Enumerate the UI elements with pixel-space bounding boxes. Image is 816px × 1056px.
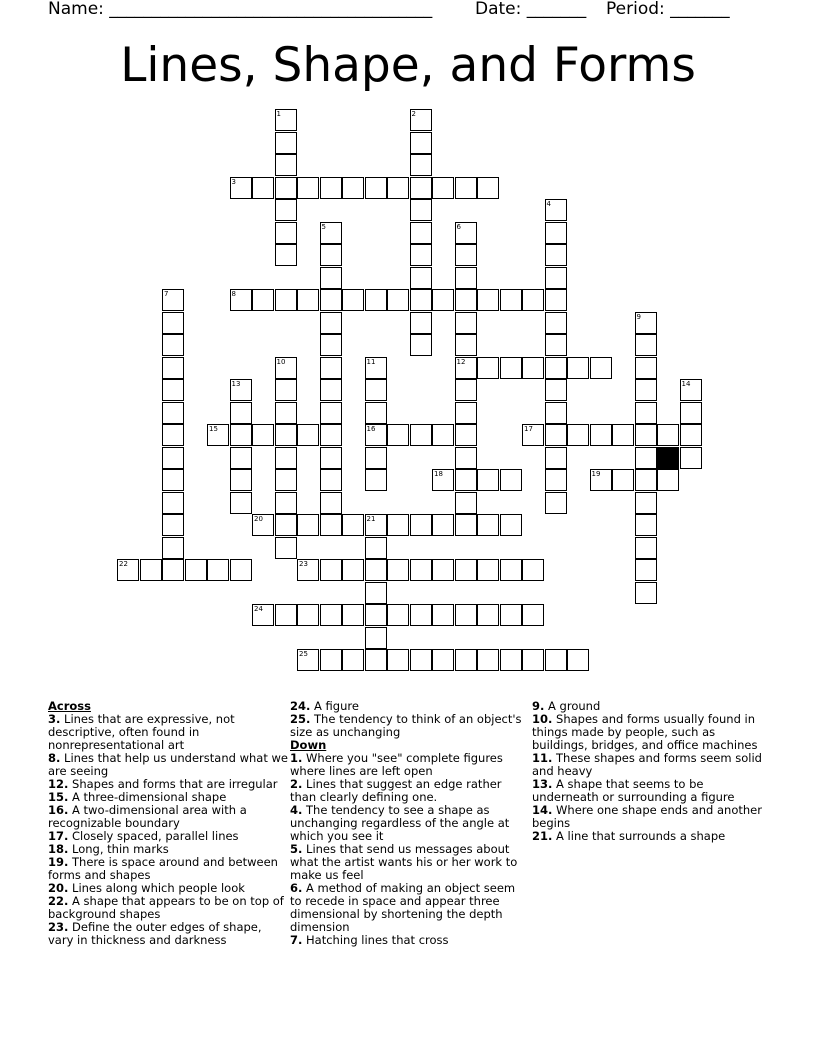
clue-number: 21 — [366, 515, 376, 523]
clue-number: 10 — [276, 357, 286, 366]
clue-number: 8 — [231, 290, 236, 298]
grid-cell[interactable] — [657, 424, 679, 446]
grid-cell[interactable] — [477, 649, 499, 671]
grid-cell[interactable] — [297, 559, 319, 581]
clue-number-label: 5. — [290, 842, 303, 856]
grid-cell[interactable] — [320, 424, 342, 446]
grid-cell[interactable] — [477, 514, 499, 536]
grid-cell[interactable] — [387, 649, 409, 671]
clue-number-label: 19. — [48, 855, 69, 869]
date-field-label[interactable]: Date: _______ — [475, 0, 587, 19]
grid-cell[interactable] — [410, 604, 432, 626]
grid-cell[interactable] — [410, 199, 432, 221]
grid-cell[interactable] — [275, 604, 297, 626]
grid-cell[interactable] — [320, 177, 342, 199]
grid-cell[interactable] — [522, 649, 544, 671]
grid-cell[interactable] — [320, 244, 342, 266]
grid-cell[interactable] — [162, 469, 184, 491]
grid-cell[interactable] — [545, 492, 567, 514]
grid-cell[interactable] — [500, 514, 522, 536]
grid-cell[interactable] — [342, 514, 364, 536]
grid-cell[interactable] — [635, 559, 657, 581]
grid-cell[interactable] — [477, 469, 499, 491]
grid-cell[interactable] — [410, 154, 432, 176]
grid-cell[interactable] — [342, 604, 364, 626]
grid-cell[interactable] — [545, 289, 567, 311]
grid-cell[interactable] — [455, 334, 477, 356]
grid-cell[interactable] — [275, 357, 297, 379]
grid-cell[interactable] — [455, 177, 477, 199]
grid-cell[interactable] — [252, 177, 274, 199]
clue-number: 9 — [636, 312, 641, 321]
grid-cell[interactable] — [455, 289, 477, 311]
grid-cell[interactable] — [185, 559, 207, 581]
grid-cell[interactable] — [365, 357, 387, 379]
grid-cell[interactable] — [432, 514, 454, 536]
grid-cell[interactable] — [275, 132, 297, 154]
grid-cell[interactable] — [387, 604, 409, 626]
clue-number-label: 23. — [48, 920, 69, 934]
clue-item: 22. A shape that appears to be on top of background shapes — [48, 894, 284, 921]
grid-cell[interactable] — [162, 379, 184, 401]
grid-cell[interactable] — [432, 469, 454, 491]
grid-cell[interactable] — [680, 402, 702, 424]
grid-cell[interactable] — [545, 402, 567, 424]
grid-cell[interactable] — [342, 559, 364, 581]
grid-cell[interactable] — [500, 289, 522, 311]
grid-cell[interactable] — [230, 447, 252, 469]
grid-cell[interactable] — [455, 424, 477, 446]
grid-cell[interactable] — [275, 402, 297, 424]
clue-number-label: 16. — [48, 803, 69, 817]
grid-cell[interactable] — [545, 469, 567, 491]
grid-cell[interactable] — [432, 649, 454, 671]
clue-number-label: 1. — [290, 751, 303, 765]
puzzle-title: Lines, Shape, and Forms — [120, 38, 696, 93]
grid-cell[interactable] — [635, 379, 657, 401]
clue-number-label: 7. — [290, 933, 303, 947]
grid-cell[interactable] — [162, 334, 184, 356]
grid-cell[interactable] — [635, 312, 657, 334]
grid-cell[interactable] — [275, 424, 297, 446]
clue-number: 1 — [276, 110, 281, 118]
grid-cell[interactable] — [275, 109, 297, 131]
grid-cell[interactable] — [230, 559, 252, 581]
grid-cell[interactable] — [410, 132, 432, 154]
grid-cell[interactable] — [545, 447, 567, 469]
clue-number: 3 — [231, 177, 236, 186]
grid-cell[interactable] — [590, 357, 612, 379]
period-field-label[interactable]: Period: _______ — [606, 0, 730, 19]
grid-cell[interactable] — [500, 357, 522, 379]
grid-cell[interactable] — [230, 177, 252, 199]
clue-number-label: 6. — [290, 881, 303, 895]
grid-cell[interactable] — [320, 469, 342, 491]
clue-number: 11 — [366, 357, 376, 366]
clue-item: 12. Shapes and forms that are irregular — [48, 777, 278, 791]
clue-number-label: 10. — [532, 712, 553, 726]
clue-item: 3. Lines that are expressive, not descriptive, often found in nonrepresentational art — [48, 712, 235, 752]
grid-cell[interactable] — [410, 559, 432, 581]
clue-column-2 — [290, 700, 530, 947]
grid-cell[interactable] — [635, 424, 657, 446]
clue-number-label: 2. — [290, 777, 303, 791]
grid-cell[interactable] — [275, 177, 297, 199]
clue-number: 7 — [164, 290, 169, 298]
grid-cell[interactable] — [297, 424, 319, 446]
grid-cell[interactable] — [320, 312, 342, 334]
grid-cell[interactable] — [230, 469, 252, 491]
clue-section-heading: Across — [48, 699, 91, 713]
grid-cell[interactable] — [522, 559, 544, 581]
grid-cell[interactable] — [410, 312, 432, 334]
clue-column-3 — [532, 700, 762, 843]
grid-cell[interactable] — [455, 244, 477, 266]
grid-cell[interactable] — [567, 357, 589, 379]
grid-cell[interactable] — [320, 559, 342, 581]
grid-cell[interactable] — [297, 649, 319, 671]
grid-cell[interactable] — [455, 492, 477, 514]
grid-cell[interactable] — [635, 447, 657, 469]
grid-cell[interactable] — [365, 177, 387, 199]
grid-cell[interactable] — [545, 379, 567, 401]
grid-cell[interactable] — [320, 514, 342, 536]
grid-cell[interactable] — [410, 177, 432, 199]
grid-cell[interactable] — [365, 514, 387, 536]
clue-number: 23 — [299, 560, 308, 568]
grid-cell[interactable] — [477, 357, 499, 379]
grid-cell[interactable] — [342, 649, 364, 671]
grid-cell[interactable] — [207, 559, 229, 581]
grid-cell[interactable] — [320, 604, 342, 626]
clue-number-label: 8. — [48, 751, 61, 765]
grid-cell[interactable] — [455, 559, 477, 581]
grid-cell[interactable] — [162, 424, 184, 446]
grid-cell[interactable] — [275, 469, 297, 491]
clue-number: 22 — [119, 560, 128, 568]
grid-cell[interactable] — [320, 649, 342, 671]
grid-cell[interactable] — [117, 559, 139, 581]
clue-number-label: 24. — [290, 699, 311, 713]
grid-cell[interactable] — [387, 177, 409, 199]
grid-cell[interactable] — [455, 514, 477, 536]
grid-cell[interactable] — [635, 402, 657, 424]
clue-number: 17 — [524, 425, 533, 433]
clue-item: 14. Where one shape ends and another begins — [532, 803, 762, 830]
clue-item: 23. Define the outer edges of shape, vary in thickness and darkness — [48, 920, 262, 947]
grid-cell[interactable] — [680, 379, 702, 401]
grid-cell[interactable] — [410, 109, 432, 131]
grid-cell[interactable] — [455, 357, 477, 379]
grid-cell[interactable] — [455, 222, 477, 244]
grid-cell[interactable] — [477, 559, 499, 581]
grid-cell[interactable] — [297, 514, 319, 536]
grid-cell[interactable] — [635, 334, 657, 356]
grid-cell[interactable] — [455, 379, 477, 401]
grid-cell[interactable] — [297, 177, 319, 199]
clue-item: 9. A ground — [532, 699, 601, 713]
clue-item: 4. The tendency to see a shape as unchanging regardless of the angle at which you see it — [290, 803, 510, 843]
grid-cell[interactable] — [635, 537, 657, 559]
grid-cell[interactable] — [252, 289, 274, 311]
clue-item: 11. These shapes and forms seem solid and heavy — [532, 751, 762, 778]
grid-cell[interactable] — [320, 402, 342, 424]
clue-section-heading: Down — [290, 738, 327, 752]
grid-cell[interactable] — [162, 537, 184, 559]
grid-cell[interactable] — [320, 357, 342, 379]
grid-cell[interactable] — [275, 492, 297, 514]
grid-cell[interactable] — [635, 357, 657, 379]
grid-cell[interactable] — [432, 289, 454, 311]
clue-number-label: 17. — [48, 829, 69, 843]
grid-cell[interactable] — [410, 514, 432, 536]
grid-cell[interactable] — [162, 514, 184, 536]
grid-cell[interactable] — [230, 402, 252, 424]
grid-cell[interactable] — [365, 289, 387, 311]
grid-cell[interactable] — [230, 379, 252, 401]
grid-cell[interactable] — [410, 424, 432, 446]
clue-number-label: 12. — [48, 777, 69, 791]
grid-cell[interactable] — [365, 424, 387, 446]
clue-number: 4 — [546, 200, 551, 208]
grid-cell[interactable] — [162, 312, 184, 334]
grid-cell[interactable] — [365, 447, 387, 469]
grid-cell[interactable] — [477, 604, 499, 626]
clue-item: 6. A method of making an object seem to recede in space and appear three dimensional by shortening the depth dimension — [290, 881, 516, 934]
grid-cell[interactable] — [477, 289, 499, 311]
grid-cell[interactable] — [365, 537, 387, 559]
clue-item: 1. Where you "see" complete figures where lines are left open — [290, 751, 503, 778]
grid-cell[interactable] — [275, 244, 297, 266]
grid-cell[interactable] — [410, 289, 432, 311]
clue-number: 6 — [456, 222, 461, 231]
grid-cell[interactable] — [455, 469, 477, 491]
grid-cell[interactable] — [545, 199, 567, 221]
grid-cell[interactable] — [162, 559, 184, 581]
grid-cell[interactable] — [365, 649, 387, 671]
grid-cell[interactable] — [545, 267, 567, 289]
grid-cell[interactable] — [545, 424, 567, 446]
clue-number: 19 — [591, 470, 601, 478]
grid-cell[interactable] — [275, 514, 297, 536]
grid-cell[interactable] — [545, 312, 567, 334]
grid-cell[interactable] — [680, 424, 702, 446]
grid-cell[interactable] — [275, 379, 297, 401]
grid-cell[interactable] — [635, 492, 657, 514]
clue-number-label: 20. — [48, 881, 69, 895]
grid-cell[interactable] — [162, 402, 184, 424]
clue-number: 5 — [321, 222, 326, 231]
clue-number: 24 — [254, 605, 263, 613]
clue-number-label: 15. — [48, 790, 69, 804]
grid-cell[interactable] — [162, 289, 184, 311]
grid-cell[interactable] — [320, 492, 342, 514]
grid-cell[interactable] — [320, 334, 342, 356]
grid-cell[interactable] — [545, 244, 567, 266]
grid-cell[interactable] — [275, 289, 297, 311]
clue-item: 15. A three-dimensional shape — [48, 790, 227, 804]
clue-number-label: 25. — [290, 712, 311, 726]
grid-cell[interactable] — [410, 244, 432, 266]
grid-cell[interactable] — [635, 514, 657, 536]
grid-cell[interactable] — [432, 177, 454, 199]
grid-cell[interactable] — [635, 582, 657, 604]
clue-number-label: 18. — [48, 842, 69, 856]
clue-number-label: 21. — [532, 829, 553, 843]
grid-cell[interactable] — [455, 402, 477, 424]
grid-cell[interactable] — [320, 447, 342, 469]
grid-cell[interactable] — [230, 492, 252, 514]
clue-item: 20. Lines along which people look — [48, 881, 245, 895]
grid-cell[interactable] — [455, 267, 477, 289]
grid-cell[interactable] — [275, 537, 297, 559]
clue-column-1 — [48, 700, 288, 947]
clue-number: 15 — [209, 425, 218, 433]
grid-cell[interactable] — [432, 559, 454, 581]
grid-cell[interactable] — [432, 424, 454, 446]
grid-cell[interactable] — [455, 604, 477, 626]
clue-number: 2 — [411, 110, 416, 118]
grid-cell[interactable] — [567, 424, 589, 446]
grid-cell[interactable] — [365, 604, 387, 626]
grid-cell[interactable] — [410, 334, 432, 356]
grid-cell[interactable] — [590, 424, 612, 446]
grid-cell[interactable] — [522, 424, 544, 446]
grid-cell[interactable] — [162, 492, 184, 514]
grid-cell[interactable] — [297, 604, 319, 626]
grid-cell[interactable] — [545, 334, 567, 356]
clue-item: 8. Lines that help us understand what we are seeing — [48, 751, 288, 778]
grid-cell[interactable] — [387, 424, 409, 446]
grid-cell[interactable] — [432, 604, 454, 626]
grid-cell[interactable] — [522, 357, 544, 379]
grid-cell[interactable] — [275, 447, 297, 469]
grid-cell[interactable] — [477, 177, 499, 199]
grid-cell[interactable] — [410, 649, 432, 671]
clue-item: 7. Hatching lines that cross — [290, 933, 449, 947]
clue-item: 21. A line that surrounds a shape — [532, 829, 726, 843]
clue-number-label: 22. — [48, 894, 69, 908]
grid-cell[interactable] — [320, 289, 342, 311]
grid-cell[interactable] — [275, 199, 297, 221]
clue-item: 17. Closely spaced, parallel lines — [48, 829, 239, 843]
grid-cell[interactable] — [612, 424, 634, 446]
grid-cell[interactable] — [320, 222, 342, 244]
grid-cell[interactable] — [680, 447, 702, 469]
grid-cell[interactable] — [252, 514, 274, 536]
grid-cell[interactable] — [320, 267, 342, 289]
grid-cell[interactable] — [365, 469, 387, 491]
grid-cell[interactable] — [365, 379, 387, 401]
grid-cell[interactable] — [567, 649, 589, 671]
grid-cell[interactable] — [342, 177, 364, 199]
grid-cell[interactable] — [230, 424, 252, 446]
clue-item: 25. The tendency to think of an object's size as unchanging — [290, 712, 522, 739]
grid-cell[interactable] — [365, 582, 387, 604]
grid-cell[interactable] — [455, 312, 477, 334]
grid-cell[interactable] — [387, 514, 409, 536]
grid-cell[interactable] — [522, 604, 544, 626]
clue-number-label: 3. — [48, 712, 61, 726]
clue-item: 10. Shapes and forms usually found in things made by people, such as buildings, bridges, and office machines — [532, 712, 758, 752]
clue-number: 25 — [299, 650, 308, 658]
grid-cell[interactable] — [500, 469, 522, 491]
grid-cell[interactable] — [342, 289, 364, 311]
clue-number: 20 — [254, 515, 263, 523]
grid-cell[interactable] — [297, 289, 319, 311]
clue-item: 19. There is space around and between forms and shapes — [48, 855, 278, 882]
grid-cell[interactable] — [455, 649, 477, 671]
clue-number-label: 4. — [290, 803, 303, 817]
clue-number-label: 13. — [532, 777, 553, 791]
grid-cell[interactable] — [207, 424, 229, 446]
grid-cell[interactable] — [275, 222, 297, 244]
clue-item: 24. A figure — [290, 699, 359, 713]
grid-cell[interactable] — [545, 357, 567, 379]
clue-item: 2. Lines that suggest an edge rather than clearly defining one. — [290, 777, 502, 804]
clue-number: 12 — [456, 357, 466, 366]
clue-number: 16 — [366, 425, 376, 433]
grid-cell[interactable] — [365, 559, 387, 581]
grid-cell[interactable] — [545, 222, 567, 244]
grid-cell[interactable] — [387, 289, 409, 311]
grid-cell[interactable] — [140, 559, 162, 581]
grid-cell[interactable] — [387, 559, 409, 581]
clue-number-label: 11. — [532, 751, 553, 765]
grid-cell[interactable] — [500, 559, 522, 581]
grid-cell[interactable] — [500, 604, 522, 626]
grid-cell[interactable] — [522, 289, 544, 311]
grid-cell[interactable] — [365, 627, 387, 649]
clue-number-label: 14. — [532, 803, 553, 817]
grid-cell[interactable] — [500, 649, 522, 671]
grid-cell[interactable] — [410, 267, 432, 289]
grid-cell[interactable] — [455, 447, 477, 469]
grid-cell[interactable] — [657, 469, 679, 491]
grid-cell[interactable] — [252, 604, 274, 626]
clue-item: 13. A shape that seems to be underneath or surrounding a figure — [532, 777, 735, 804]
clue-number: 18 — [434, 470, 443, 478]
clue-number: 14 — [681, 380, 691, 388]
grid-cell[interactable] — [635, 469, 657, 491]
grid-cell[interactable] — [410, 222, 432, 244]
clue-item: 5. Lines that send us messages about what the artist wants his or her work to make us feel — [290, 842, 518, 882]
grid-cell[interactable] — [612, 469, 634, 491]
grid-cell[interactable] — [162, 447, 184, 469]
grid-cell[interactable] — [545, 649, 567, 671]
name-field-label[interactable]: Name: ______________________________________ — [48, 0, 433, 19]
grid-cell[interactable] — [275, 154, 297, 176]
clue-item: 18. Long, thin marks — [48, 842, 169, 856]
clue-number: 13 — [231, 380, 241, 388]
grid-cell[interactable] — [365, 402, 387, 424]
black-square — [657, 447, 679, 469]
grid-cell[interactable] — [230, 289, 252, 311]
grid-cell[interactable] — [162, 357, 184, 379]
clue-number-label: 9. — [532, 699, 545, 713]
grid-cell[interactable] — [252, 424, 274, 446]
grid-cell[interactable] — [320, 379, 342, 401]
clue-item: 16. A two-dimensional area with a recognizable boundary — [48, 803, 247, 830]
grid-cell[interactable] — [590, 469, 612, 491]
